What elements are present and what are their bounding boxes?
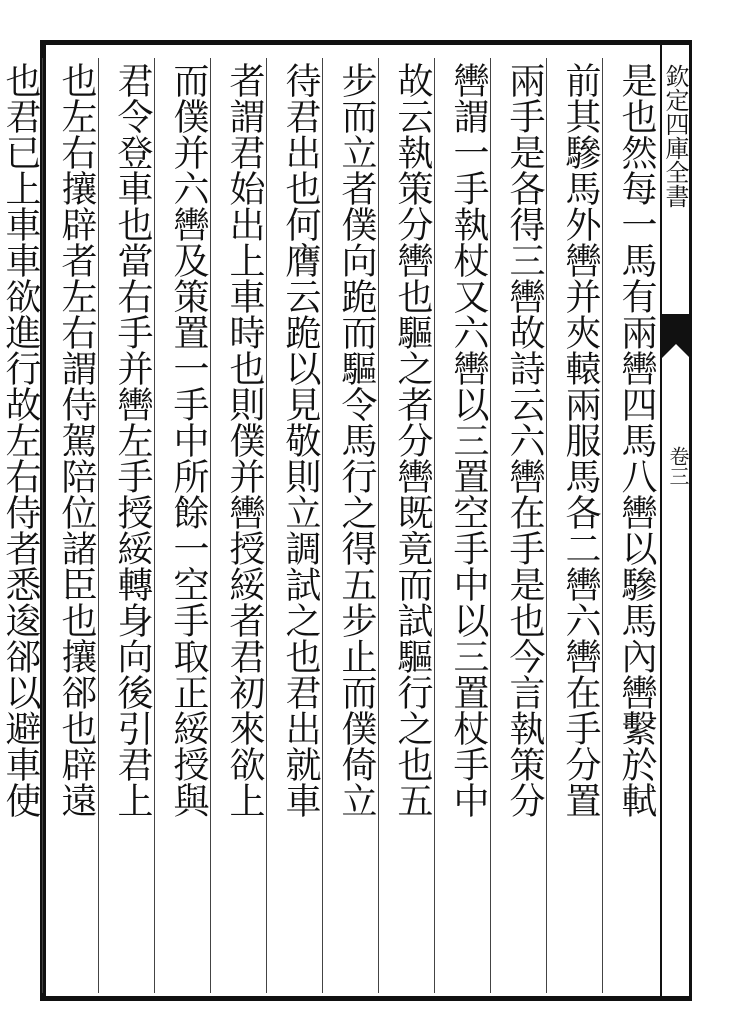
text-column: 步而立者僕向跪而驅令馬行之得五步止而僕倚立 <box>322 58 378 993</box>
text-column: 故云執策分轡也驅之者分轡既竟而試驅行之也五 <box>378 58 434 993</box>
book-title: 欽定四庫全書 <box>661 64 689 208</box>
text-column: 待君出也何膺云跪以見敬則立調試之也君出就車 <box>266 58 322 993</box>
text-column: 君令登車也當右手并轡左手授綏轉身向後引君上 <box>98 58 154 993</box>
text-column: 是也然每一馬有兩轡四馬八轡以驂馬內轡繫於軾 <box>602 58 658 993</box>
text-column: 者謂君始出上車時也則僕并轡授綏者君初來欲上 <box>210 58 266 993</box>
text-column: 兩手是各得三轡故詩云六轡在手是也今言執策分 <box>490 58 546 993</box>
text-column: 也君已上車車欲進行故左右侍者悉逡郤以避車使 <box>0 58 42 993</box>
text-column: 轡謂一手執杖又六轡以三置空手中以三置杖手中 <box>434 58 490 993</box>
text-column: 而僕并六轡及策置一手中所餘一空手取正綏授與 <box>154 58 210 993</box>
text-column: 也左右攘辟者左右謂侍駕陪位諸臣也攘郤也辟遠 <box>42 58 98 993</box>
volume-label: 卷三 <box>666 446 690 486</box>
text-column: 前其驂馬外轡并夾轅兩服馬各二轡六轡在手分置 <box>546 58 602 993</box>
text-columns <box>0 58 658 993</box>
fishtail-mark-icon <box>662 314 690 358</box>
